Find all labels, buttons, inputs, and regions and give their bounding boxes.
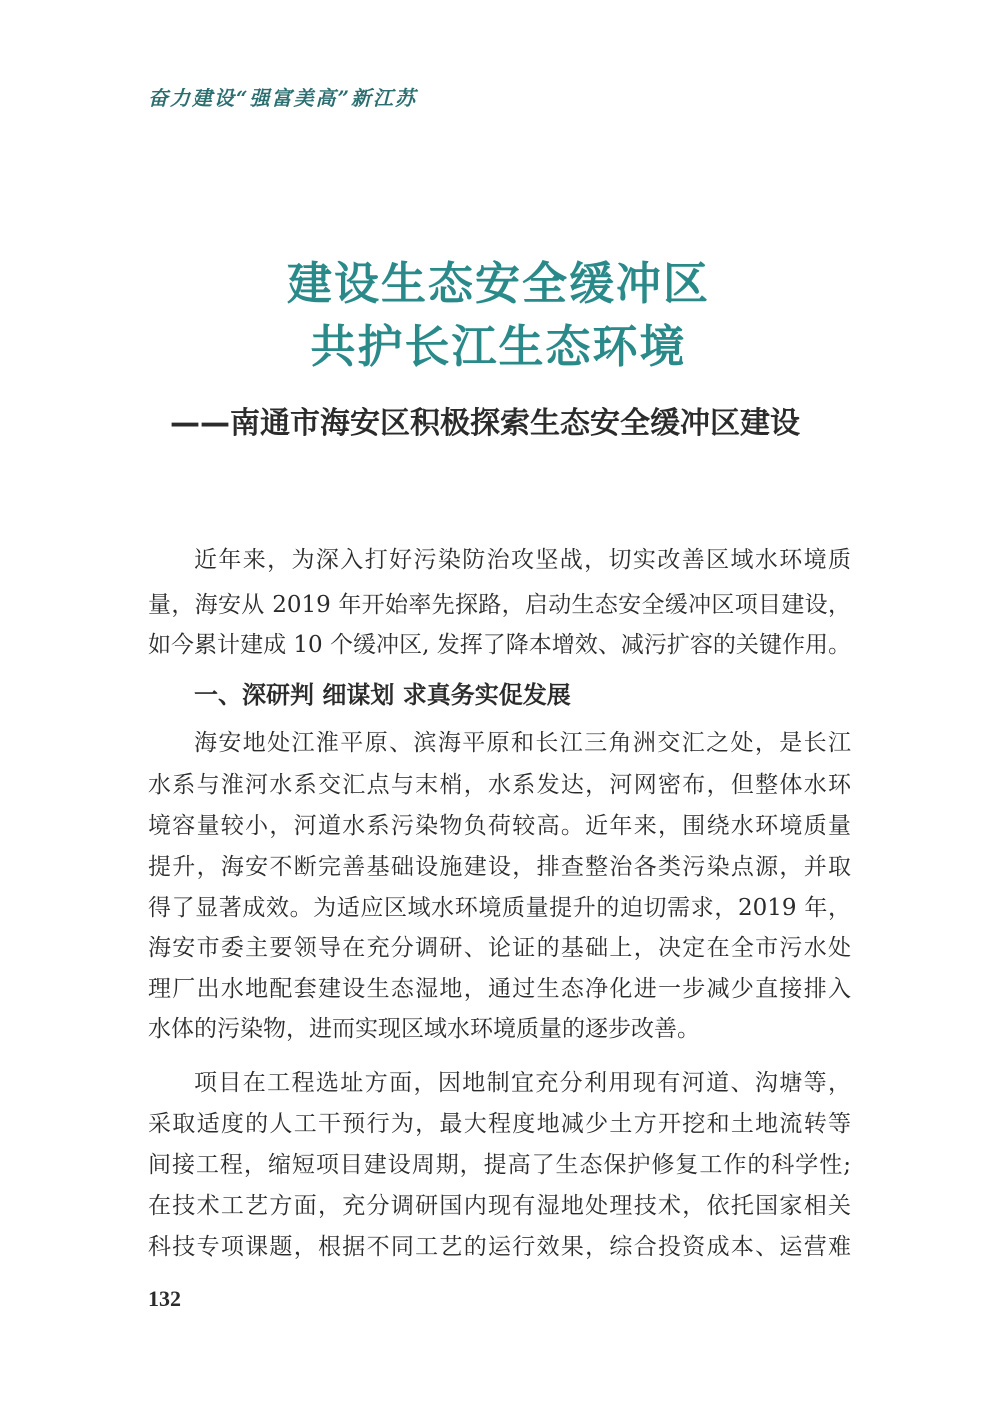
paragraph-line: 间接工程，缩短项目建设周期，提高了生态保护修复工作的科学性; xyxy=(148,1152,851,1178)
paragraph-line: 采取适度的人工干预行为，最大程度地减少土方开挖和土地流转等 xyxy=(148,1111,851,1137)
paragraph-line: 得了显著成效。为适应区域水环境质量提升的迫切需求，2019 年， xyxy=(148,895,851,921)
article-subtitle: ——南通市海安区积极探索生态安全缓冲区建设 xyxy=(170,406,800,441)
paragraph-line: 提升，海安不断完善基础设施建设，排查整治各类污染点源，并取 xyxy=(148,854,851,880)
paragraph-line: 水系与淮河水系交汇点与末梢，水系发达，河网密布，但整体水环 xyxy=(148,772,851,798)
paragraph-line: 理厂出水地配套建设生态湿地，通过生态净化进一步减少直接排入 xyxy=(148,976,851,1002)
paragraph-line: 海安市委主要领导在充分调研、论证的基础上，决定在全市污水处 xyxy=(148,935,851,961)
paragraph-line: 水体的污染物，进而实现区域水环境质量的逐步改善。 xyxy=(148,1016,700,1042)
article-title-line-2: 共护长江生态环境 xyxy=(310,320,687,373)
article-title-line-1: 建设生态安全缓冲区 xyxy=(286,257,710,310)
running-header: 奋力建设“强富美高”新江苏 xyxy=(148,86,418,110)
paragraph-line: 海安地处江淮平原、滨海平原和长江三角洲交汇之处，是长江 xyxy=(194,730,851,756)
section-heading: 一、深研判 细谋划 求真务实促发展 xyxy=(194,681,571,709)
paragraph-line: 量，海安从 2019 年开始率先探路，启动生态安全缓冲区项目建设， xyxy=(148,592,851,618)
paragraph-line: 近年来，为深入打好污染防治攻坚战，切实改善区域水环境质 xyxy=(194,547,851,573)
paragraph-line: 项目在工程选址方面，因地制宜充分利用现有河道、沟塘等， xyxy=(194,1070,851,1096)
paragraph-line: 在技术工艺方面，充分调研国内现有湿地处理技术，依托国家相关 xyxy=(148,1193,851,1219)
paragraph-line: 境容量较小，河道水系污染物负荷较高。近年来，围绕水环境质量 xyxy=(148,813,851,839)
paragraph-line: 科技专项课题，根据不同工艺的运行效果，综合投资成本、运营难 xyxy=(148,1234,851,1260)
paragraph-line: 如今累计建成 10 个缓冲区, 发挥了降本增效、减污扩容的关键作用。 xyxy=(148,632,851,658)
page-number: 132 xyxy=(148,1286,181,1311)
